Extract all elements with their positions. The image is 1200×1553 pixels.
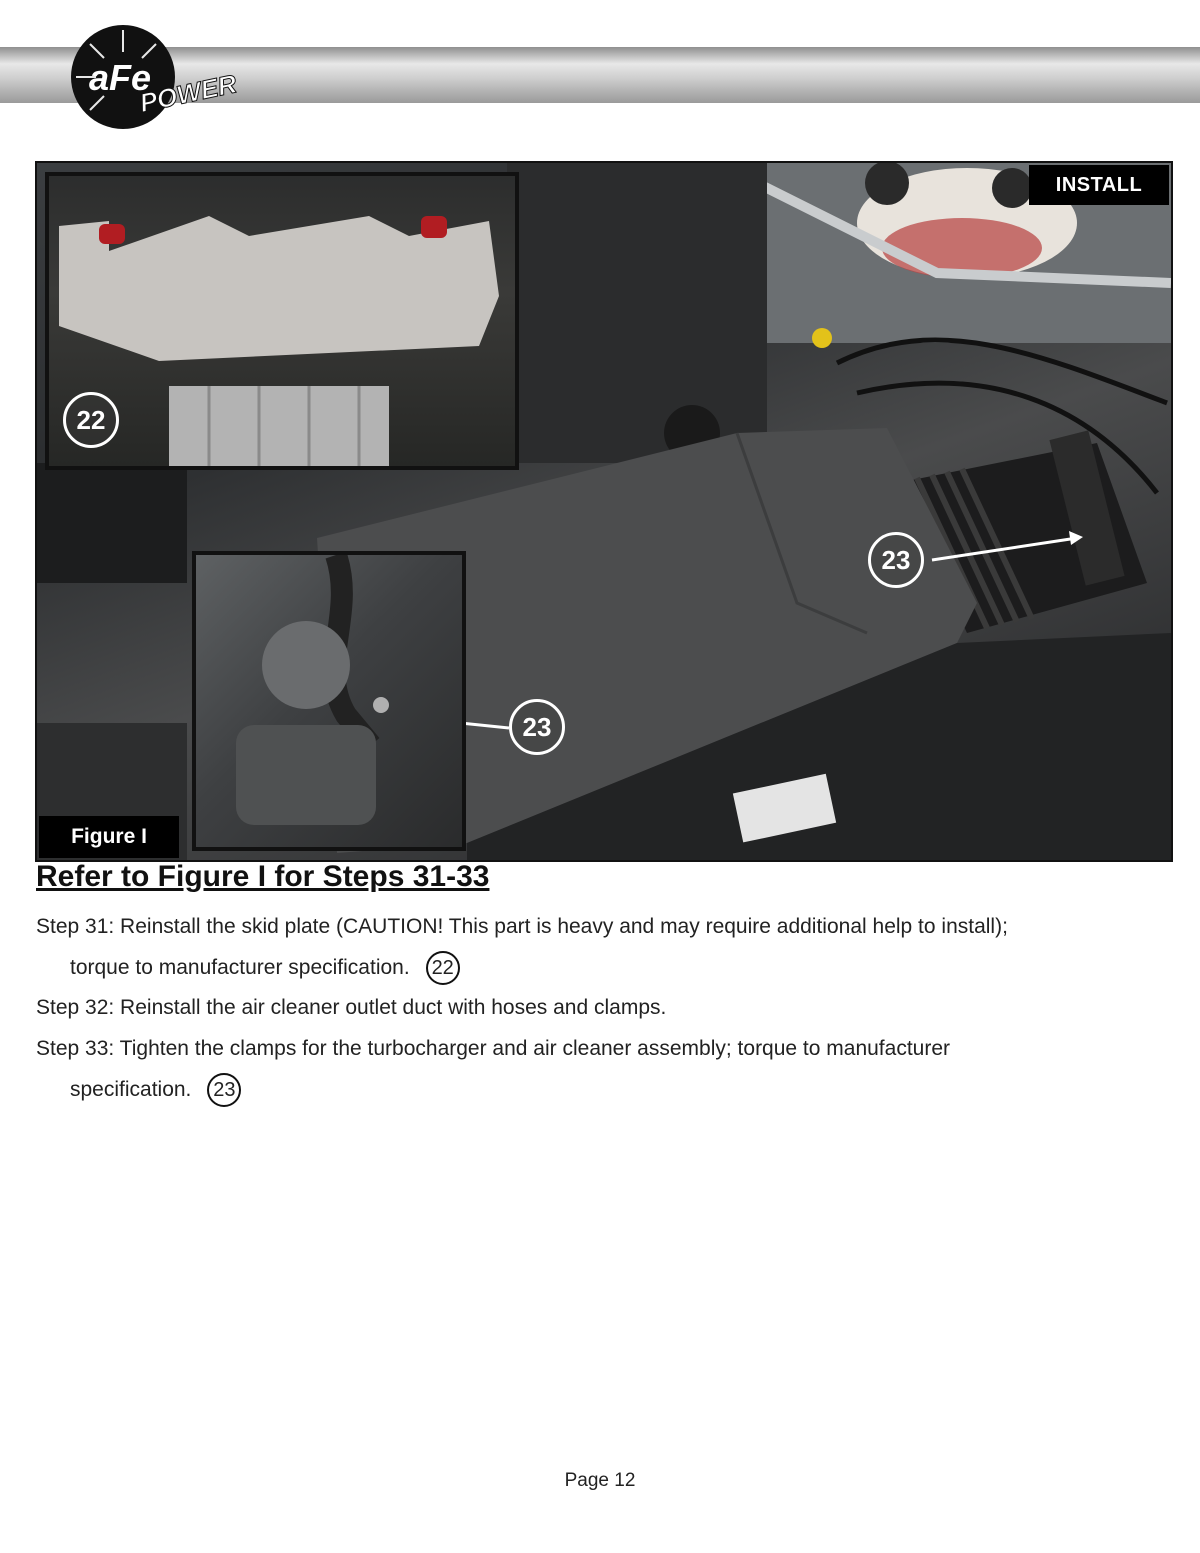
callout-23-upper: 23 (868, 532, 924, 588)
tow-hook-left (99, 224, 125, 244)
step-31-line1: Step 31: Reinstall the skid plate (CAUTION! This part is heavy and may require additional help to install); (36, 915, 1008, 938)
logo-subtext: POWER (136, 68, 240, 119)
callout-22: 22 (63, 392, 119, 448)
clamp-bolt (373, 697, 389, 713)
step-31 (36, 906, 1176, 988)
figure-label: Figure I (39, 816, 179, 858)
step-32 (36, 987, 1176, 1028)
inset-skid-plate (45, 172, 519, 470)
skid-plate-illustration (49, 176, 515, 466)
section-heading: Refer to Figure I for Steps 31-33 (36, 860, 490, 893)
step-33-line1: Step 33: Tighten the clamps for the turbocharger and air cleaner assembly; torque to manufacturer (36, 1037, 951, 1060)
fuse-box (37, 463, 187, 583)
step-33 (36, 1028, 1176, 1110)
inset-turbo-clamp (192, 551, 466, 851)
page-number: Page 12 (564, 1470, 636, 1491)
turbo-illustration (196, 555, 462, 847)
step-31-ref-callout: 22 (426, 951, 460, 985)
step-33-line2: specification. (70, 1078, 192, 1101)
callout-23-lower: 23 (509, 699, 565, 755)
afe-power-logo (68, 22, 248, 132)
step-31-line2: torque to manufacturer specification. (70, 956, 410, 979)
tow-hook-right (421, 216, 447, 238)
step-33-ref-callout: 23 (207, 1073, 241, 1107)
dipstick-handle (812, 328, 832, 348)
install-tag: INSTALL (1029, 165, 1169, 205)
figure-i-photo (35, 161, 1173, 862)
logo-text: aFe (88, 57, 152, 98)
step-32-line1: Step 32: Reinstall the air cleaner outlet duct with hoses and clamps. (36, 996, 667, 1019)
